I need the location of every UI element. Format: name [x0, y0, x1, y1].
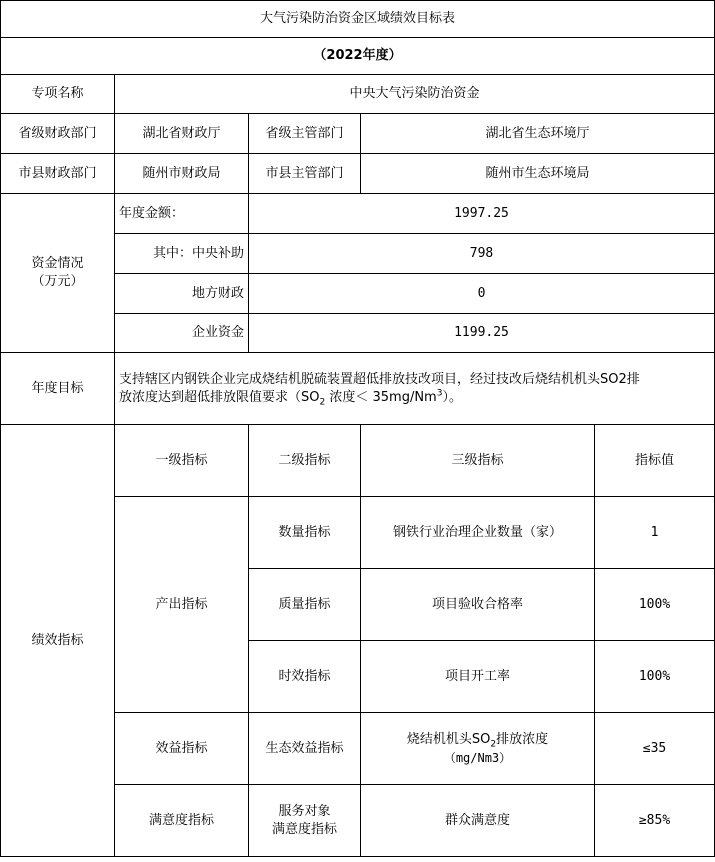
quantity-indicator-value: 1: [595, 497, 715, 569]
city-dept-value: 随州市生态环境局: [361, 154, 715, 194]
so2-emission-desc: [361, 713, 595, 785]
output-indicator-label: 产出指标: [115, 497, 249, 713]
quantity-indicator-desc: 钢铁行业治理企业数量（家）: [361, 497, 595, 569]
funds-total-value: 1997.25: [249, 194, 715, 234]
so2-emission-line1-a: 烧结机机头SO: [406, 731, 491, 747]
annual-goal-line1: 支持辖区内钢铁企业完成烧结机脱硫装置超低排放技改项目，经过技改后烧结机机头SO2排: [119, 371, 640, 387]
project-name-value: 中央大气污染防治资金: [115, 75, 715, 114]
so2-emission-line1: [361, 731, 594, 749]
city-finance-value: 随州市财政局: [115, 154, 249, 194]
satisfaction-indicator-label: 满意度指标: [115, 785, 249, 857]
annual-goal-line2-a: 放浓度达到超低排放限值要求（SO: [119, 389, 320, 405]
annual-goal-text: [115, 353, 715, 425]
annual-goal-label: 年度目标: [1, 353, 115, 425]
funds-central-value: 798: [249, 234, 715, 274]
service-satisfaction-line1: 服务对象: [278, 803, 331, 819]
funds-label: [1, 194, 115, 353]
header-level1: 一级指标: [115, 425, 249, 497]
page-title: 大气污染防治资金区域绩效目标表: [1, 1, 715, 38]
quality-indicator: 质量指标: [249, 569, 361, 641]
public-satisfaction-value: ≥85%: [595, 785, 715, 857]
funds-local-label: 地方财政: [115, 274, 249, 314]
header-level3: 三级指标: [361, 425, 595, 497]
funds-central-label: 其中：中央补助: [115, 234, 249, 274]
service-satisfaction-line2: 满意度指标: [271, 821, 337, 837]
header-value: 指标值: [595, 425, 715, 497]
header-level2: 二级指标: [249, 425, 361, 497]
funds-enterprise-value: 1199.25: [249, 314, 715, 353]
annual-goal-line2-c: ）。: [442, 389, 462, 405]
public-satisfaction-desc: 群众满意度: [361, 785, 595, 857]
city-finance-label: 市县财政部门: [1, 154, 115, 194]
benefit-indicator-label: 效益指标: [115, 713, 249, 785]
quantity-indicator: 数量指标: [249, 497, 361, 569]
funds-enterprise-label: 企业资金: [115, 314, 249, 353]
project-name-label: 专项名称: [1, 75, 115, 114]
annual-goal-line2-sub: 2: [319, 397, 326, 408]
province-dept-value: 湖北省生态环境厅: [361, 114, 715, 154]
province-finance-value: 湖北省财政厅: [115, 114, 249, 154]
annual-goal-line2-sup: 3: [436, 388, 443, 399]
so2-emission-line2: （mg/Nm3）: [443, 750, 512, 765]
timeliness-indicator-value: 100%: [595, 641, 715, 713]
performance-label: 绩效指标: [1, 425, 115, 857]
city-dept-label: 市县主管部门: [249, 154, 361, 194]
funds-total-label: 年度金额：: [115, 194, 249, 234]
annual-goal-line2: [119, 389, 710, 407]
service-satisfaction-indicator: [249, 785, 361, 857]
funds-local-value: 0: [249, 274, 715, 314]
funds-label-line2: （万元）: [31, 274, 84, 289]
province-dept-label: 省级主管部门: [249, 114, 361, 154]
funds-label-line1: 资金情况: [31, 256, 84, 271]
timeliness-indicator: 时效指标: [249, 641, 361, 713]
quality-indicator-desc: 项目验收合格率: [361, 569, 595, 641]
so2-emission-value: ≤35: [595, 713, 715, 785]
province-finance-label: 省级财政部门: [1, 114, 115, 154]
year-subtitle: （2022年度）: [1, 38, 715, 75]
annual-goal-line2-b: 浓度＜ 35mg/Nm: [325, 389, 437, 405]
so2-emission-line1-b: 排放浓度: [496, 731, 549, 747]
so2-emission-line1-sub: 2: [490, 739, 497, 750]
ecological-benefit-indicator: 生态效益指标: [249, 713, 361, 785]
timeliness-indicator-desc: 项目开工率: [361, 641, 595, 713]
quality-indicator-value: 100%: [595, 569, 715, 641]
